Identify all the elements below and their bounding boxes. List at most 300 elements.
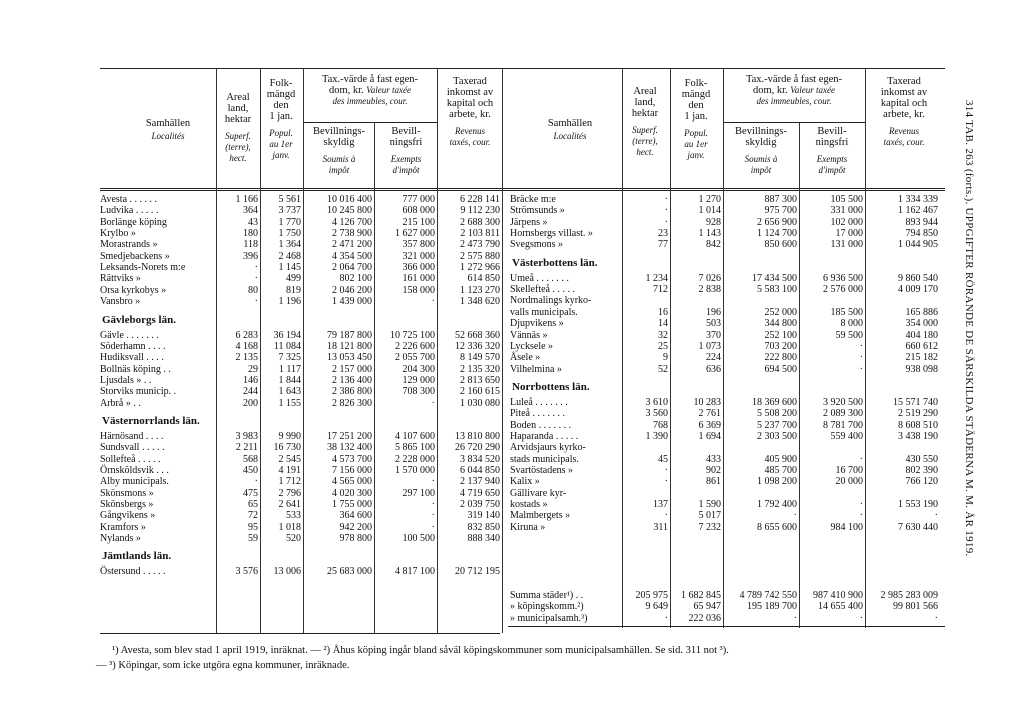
row-areal: 1 390: [645, 430, 668, 442]
header-localites-right: Localités: [553, 131, 587, 141]
row-income: 2 039 750: [460, 499, 500, 511]
row-income: 2 103 811: [460, 228, 500, 240]
header-areal-right: Areal land, hektar Superf. (terre), hect.: [631, 86, 659, 157]
row-income: 319 140: [467, 510, 500, 522]
row-taxable-value: 18 121 800: [327, 340, 372, 352]
row-exempt-value: ·: [431, 499, 435, 511]
row-name: Sollefteå . . . . .: [100, 453, 161, 465]
row-income: 893 944: [905, 216, 938, 228]
top-rule: [100, 68, 945, 69]
row-taxable-value: 252 000: [764, 306, 797, 318]
row-name: Krylbo »: [100, 228, 136, 240]
row-exempt-value: 8 000: [840, 318, 863, 330]
row-name: Svartöstadens »: [510, 465, 574, 476]
row-income: 2 160 615: [460, 386, 500, 398]
row-taxable-value: 802 100: [339, 273, 372, 285]
row-name: Lycksele »: [510, 340, 554, 352]
row-exempt-value: 5 865 100: [395, 442, 435, 454]
row-name: kostads »: [510, 499, 548, 511]
row-name: Umeå . . . . . . .: [510, 272, 569, 284]
row-income: 1 272 966: [460, 262, 500, 274]
row-name: Summa städer¹) . .: [510, 590, 584, 601]
row-income: 9 860 540: [898, 272, 938, 284]
row-name: Kramfors »: [100, 521, 146, 533]
row-income: 13 810 800: [455, 430, 500, 442]
row-population: 1 694: [698, 430, 721, 442]
row-taxable-value: 2 738 900: [332, 228, 372, 240]
header-folk-right: Folk- mängd den 1 jan. Popul. au 1er janv.: [681, 78, 711, 160]
row-exempt-value: 366 000: [402, 262, 435, 274]
row-name: Vännäs »: [510, 329, 548, 341]
row-population: 6 369: [698, 419, 721, 431]
row-exempt-value: 987 410 900: [813, 590, 863, 601]
row-name: Djupvikens »: [510, 318, 564, 330]
row-areal: 1 234: [645, 272, 668, 284]
row-exempt-value: 16 700: [835, 465, 863, 476]
row-name: Avesta . . . . . .: [100, 194, 158, 205]
section-heading: Gävleborgs län.: [102, 313, 176, 326]
row-taxable-value: 4 354 500: [332, 250, 372, 262]
row-income: 215 182: [905, 352, 938, 364]
row-taxable-value: 942 200: [339, 521, 372, 533]
row-exempt-value: 8 781 700: [823, 419, 863, 431]
tax-subheader-rule-left: [303, 122, 437, 123]
row-name: Rättviks »: [100, 273, 141, 285]
row-taxable-value: 13 053 450: [327, 352, 372, 364]
row-name: valls municipals.: [510, 306, 578, 318]
row-areal: 568: [243, 453, 258, 465]
row-population: 520: [286, 533, 301, 545]
header-areal: Areal land, hektar Superf. (terre), hect.: [224, 92, 252, 163]
row-areal: 65: [248, 499, 258, 511]
row-name: » köpingskomm.²): [510, 601, 584, 613]
row-income: ·: [934, 612, 938, 624]
row-population: 499: [286, 273, 301, 285]
row-taxable-value: 4 789 742 550: [739, 590, 797, 601]
row-exempt-value: ·: [431, 296, 435, 308]
row-areal: 1 166: [235, 194, 258, 205]
row-taxable-value: 1 124 700: [757, 228, 797, 240]
row-name: Borlänge köping: [100, 216, 167, 228]
row-population: 928: [706, 216, 721, 228]
row-areal: 396: [243, 250, 258, 262]
row-exempt-value: ·: [431, 521, 435, 533]
row-population: 533: [286, 510, 301, 522]
row-income: 2 575 880: [460, 250, 500, 262]
row-income: 7 630 440: [898, 521, 938, 533]
row-name: Malmbergets »: [510, 510, 571, 522]
row-income: 99 801 566: [893, 601, 938, 613]
row-areal: 77: [658, 239, 668, 251]
row-name: Gävle . . . . . . .: [100, 329, 159, 341]
header-bevill-right: Bevillnings- skyldig Soumis à impôt: [735, 126, 787, 175]
row-population: 1 014: [698, 205, 721, 217]
row-exempt-value: ·: [859, 352, 863, 364]
row-population: 16 730: [273, 442, 301, 454]
row-exempt-value: 2 228 000: [395, 453, 435, 465]
row-taxable-value: 1 792 400: [757, 499, 797, 511]
row-population: 370: [706, 329, 721, 341]
row-population: 636: [706, 363, 721, 375]
row-areal: 118: [243, 239, 258, 251]
row-income: 938 098: [905, 363, 938, 375]
footnote-1: ¹) Avesta, som blev stad 1 april 1919, inräknat. — ²) Åhus köping ingår bland såväl köpingskommuner som municipalsamhällen. Se sid. 311 not ³).: [112, 645, 729, 656]
row-name: Kalix »: [510, 476, 540, 488]
row-areal: 29: [248, 363, 258, 375]
row-areal: 2 135: [235, 352, 258, 364]
row-areal: 475: [243, 487, 258, 499]
row-population: 503: [706, 318, 721, 330]
row-name: Haparanda . . . . .: [510, 430, 579, 442]
row-name: Alby municipals.: [100, 476, 169, 488]
row-population: 902: [706, 465, 721, 476]
row-population: 1 682 845: [681, 590, 721, 601]
row-areal: 9: [663, 352, 668, 364]
row-name: Hudiksvall . . . .: [100, 352, 164, 364]
row-exempt-value: ·: [859, 612, 863, 624]
row-exempt-value: 10 725 100: [390, 329, 435, 341]
row-income: 1 348 620: [460, 296, 500, 308]
row-exempt-value: 2 576 000: [823, 284, 863, 296]
footnote-2: — ³) Köpingar, som icke utgöra egna kommuner, inräknade.: [96, 660, 350, 671]
row-population: 4 191: [278, 465, 301, 476]
row-areal: 180: [243, 228, 258, 240]
row-exempt-value: 4 107 600: [395, 430, 435, 442]
row-name: Kiruna »: [510, 521, 546, 533]
row-exempt-value: 20 000: [835, 476, 863, 488]
row-income: 404 180: [905, 329, 938, 341]
row-income: 1 334 339: [898, 194, 938, 205]
row-areal: ·: [254, 476, 258, 488]
row-population: 1 364: [278, 239, 301, 251]
row-income: 12 336 320: [455, 340, 500, 352]
row-income: 1 553 190: [898, 499, 938, 511]
row-name: Morastrands »: [100, 239, 158, 251]
row-areal: ·: [664, 216, 668, 228]
row-exempt-value: 6 936 500: [823, 272, 863, 284]
row-exempt-value: 3 920 500: [823, 396, 863, 408]
row-population: 7 232: [698, 521, 721, 533]
row-exempt-value: 105 500: [830, 194, 863, 205]
row-areal: ·: [664, 205, 668, 217]
row-name: Bräcke m:e: [510, 194, 556, 205]
row-areal: 3 576: [235, 566, 258, 578]
row-exempt-value: 129 000: [402, 374, 435, 386]
row-name: » municipalsamh.³): [510, 612, 588, 624]
row-areal: 3 560: [645, 408, 668, 420]
row-name: stads municipals.: [510, 453, 579, 465]
row-name: Smedjebackens »: [100, 250, 170, 262]
row-name: Storviks municip. .: [100, 386, 177, 398]
section-heading: Västerbottens län.: [512, 256, 598, 269]
row-population: 10 283: [693, 396, 721, 408]
row-income: 15 571 740: [893, 396, 938, 408]
row-areal: 450: [243, 465, 258, 476]
row-taxable-value: 18 369 600: [752, 396, 797, 408]
row-income: 8 608 510: [898, 419, 938, 431]
row-population: 819: [286, 284, 301, 296]
row-areal: 200: [243, 397, 258, 409]
row-areal: 32: [658, 329, 668, 341]
row-name: Strömsunds »: [510, 205, 565, 217]
row-taxable-value: 17 434 500: [752, 272, 797, 284]
row-areal: 137: [653, 499, 668, 511]
header-fri: Bevill- ningsfri Exempts d'impôt: [389, 126, 423, 175]
row-name: Nordmalings kyrko-: [510, 295, 592, 307]
bottom-rule-left: [100, 633, 500, 634]
row-exempt-value: 357 800: [402, 239, 435, 251]
row-name: Östersund . . . . .: [100, 566, 166, 578]
row-taxable-value: 485 700: [764, 465, 797, 476]
row-exempt-value: ·: [431, 476, 435, 488]
row-taxable-value: 2 064 700: [332, 262, 372, 274]
row-population: 861: [706, 476, 721, 488]
row-areal: 311: [653, 521, 668, 533]
row-taxable-value: 1 755 000: [332, 499, 372, 511]
row-areal: 14: [658, 318, 668, 330]
row-income: 1 123 270: [460, 284, 500, 296]
row-population: 1 117: [278, 363, 301, 375]
row-population: 1 073: [698, 340, 721, 352]
row-exempt-value: 59 500: [835, 329, 863, 341]
row-population: 2 468: [278, 250, 301, 262]
row-income: 2 519 290: [898, 408, 938, 420]
row-income: 1 044 905: [898, 239, 938, 251]
row-population: 1 750: [278, 228, 301, 240]
row-income: 6 228 141: [460, 194, 500, 205]
row-areal: 9 649: [645, 601, 668, 613]
row-taxable-value: 5 237 700: [757, 419, 797, 431]
row-exempt-value: ·: [431, 510, 435, 522]
row-population: 1 155: [278, 397, 301, 409]
row-population: 65 947: [693, 601, 721, 613]
row-name: Orsa kyrkobys »: [100, 284, 167, 296]
section-heading: Norrbottens län.: [512, 380, 590, 393]
row-taxable-value: 2 471 200: [332, 239, 372, 251]
row-exempt-value: 131 000: [830, 239, 863, 251]
row-name: Vilhelmina »: [510, 363, 562, 375]
row-income: 1 030 080: [460, 397, 500, 409]
row-income: ·: [934, 510, 938, 522]
row-income: 6 044 850: [460, 465, 500, 476]
row-taxable-value: 10 245 800: [327, 205, 372, 217]
row-name: Härnösand . . . .: [100, 430, 164, 442]
row-taxable-value: 2 303 500: [757, 430, 797, 442]
col-divider: [502, 68, 503, 633]
header-tax: Tax.-värde å fast egen- dom, kr. Valeur taxée des immeubles, cour.: [321, 74, 419, 106]
row-population: 2 796: [278, 487, 301, 499]
header-bevill: Bevillnings- skyldig Soumis à impôt: [313, 126, 365, 175]
header-samhallen-right: Samhällen: [547, 118, 593, 129]
row-taxable-value: 703 200: [764, 340, 797, 352]
row-taxable-value: 17 251 200: [327, 430, 372, 442]
row-name: Leksands-Norets m:e: [100, 262, 186, 274]
row-income: 9 112 230: [460, 205, 500, 217]
row-population: 1 590: [698, 499, 721, 511]
row-income: 832 850: [467, 521, 500, 533]
row-exempt-value: ·: [859, 510, 863, 522]
row-areal: ·: [254, 273, 258, 285]
header-ink: Taxerad inkomst av kapital och arbete, kr. Revenus taxés, cour.: [446, 76, 494, 147]
row-areal: 16: [658, 306, 668, 318]
header-rule-2: [100, 190, 945, 191]
header-ink-right: Taxerad inkomst av kapital och arbete, kr. Revenus taxés, cour.: [880, 76, 928, 147]
row-income: 2 137 940: [460, 476, 500, 488]
row-income: 888 340: [467, 533, 500, 545]
row-taxable-value: 38 132 400: [327, 442, 372, 454]
row-income: 2 688 300: [460, 216, 500, 228]
row-exempt-value: 777 000: [402, 194, 435, 205]
row-taxable-value: 79 187 800: [327, 329, 372, 341]
row-areal: 146: [243, 374, 258, 386]
row-taxable-value: 405 900: [764, 453, 797, 465]
row-taxable-value: 2 386 800: [332, 386, 372, 398]
row-income: 3 438 190: [898, 430, 938, 442]
row-population: 7 026: [698, 272, 721, 284]
row-taxable-value: 887 300: [764, 194, 797, 205]
row-income: 20 712 195: [455, 566, 500, 578]
row-taxable-value: 2 046 200: [332, 284, 372, 296]
row-population: 433: [706, 453, 721, 465]
row-name: Piteå . . . . . . .: [510, 408, 565, 420]
row-income: 165 886: [905, 306, 938, 318]
section-heading: Västernorrlands län.: [102, 414, 200, 427]
row-income: 4 009 170: [898, 284, 938, 296]
row-areal: 52: [658, 363, 668, 375]
row-population: 2 838: [698, 284, 721, 296]
row-income: 2 135 320: [460, 363, 500, 375]
row-taxable-value: 8 655 600: [757, 521, 797, 533]
row-exempt-value: 2 226 600: [395, 340, 435, 352]
row-population: 2 761: [698, 408, 721, 420]
row-exempt-value: 297 100: [402, 487, 435, 499]
row-areal: 95: [248, 521, 258, 533]
row-exempt-value: 158 000: [402, 284, 435, 296]
row-taxable-value: 694 500: [764, 363, 797, 375]
row-taxable-value: 7 156 000: [332, 465, 372, 476]
row-exempt-value: 215 100: [402, 216, 435, 228]
row-population: 1 712: [278, 476, 301, 488]
row-taxable-value: 4 573 700: [332, 453, 372, 465]
row-taxable-value: 195 189 700: [747, 601, 797, 613]
row-exempt-value: ·: [859, 340, 863, 352]
row-areal: 25: [658, 340, 668, 352]
row-areal: 43: [248, 216, 258, 228]
row-name: Hornsbergs villast. »: [510, 228, 593, 240]
row-population: 1 844: [278, 374, 301, 386]
row-areal: 80: [248, 284, 258, 296]
row-name: Arvidsjaurs kyrko-: [510, 442, 586, 454]
row-exempt-value: ·: [859, 363, 863, 375]
row-areal: ·: [664, 194, 668, 205]
row-exempt-value: 17 000: [835, 228, 863, 240]
row-taxable-value: 4 020 300: [332, 487, 372, 499]
row-exempt-value: 559 400: [830, 430, 863, 442]
row-areal: 3 610: [645, 396, 668, 408]
row-exempt-value: ·: [859, 499, 863, 511]
header-tax-right: Tax.-värde å fast egen- dom, kr. Valeur taxée des immeubles, cour.: [745, 74, 843, 106]
row-taxable-value: ·: [793, 612, 797, 624]
row-population: 7 325: [278, 352, 301, 364]
row-taxable-value: 364 600: [339, 510, 372, 522]
row-population: 3 737: [278, 205, 301, 217]
row-exempt-value: ·: [431, 397, 435, 409]
row-taxable-value: 2 136 400: [332, 374, 372, 386]
row-exempt-value: 1 627 000: [395, 228, 435, 240]
tax-subheader-rule-right: [723, 122, 865, 123]
side-title: 314 TAB. 263 (forts.). UPPGIFTER RÖRANDE DE SÄRSKILDA STÄDERNA M. M. ÅR 1919.: [963, 100, 975, 557]
row-exempt-value: 185 500: [830, 306, 863, 318]
row-taxable-value: 25 683 000: [327, 566, 372, 578]
row-exempt-value: 331 000: [830, 205, 863, 217]
header-rule: [100, 188, 945, 189]
row-taxable-value: 2 157 000: [332, 363, 372, 375]
row-population: 2 545: [278, 453, 301, 465]
row-population: 5 561: [278, 194, 301, 205]
row-taxable-value: 2 826 300: [332, 397, 372, 409]
row-exempt-value: 708 300: [402, 386, 435, 398]
row-income: 794 850: [905, 228, 938, 240]
section-heading: Jämtlands län.: [102, 550, 172, 563]
row-exempt-value: 984 100: [830, 521, 863, 533]
row-areal: 205 975: [635, 590, 668, 601]
row-income: 2 985 283 009: [880, 590, 938, 601]
header-localites: Localités: [151, 131, 185, 141]
row-population: 1 196: [278, 296, 301, 308]
row-population: 1 143: [698, 228, 721, 240]
row-exempt-value: 100 500: [402, 533, 435, 545]
row-areal: 244: [243, 386, 258, 398]
row-taxable-value: 344 800: [764, 318, 797, 330]
row-exempt-value: 204 300: [402, 363, 435, 375]
row-income: 660 612: [905, 340, 938, 352]
row-income: 766 120: [905, 476, 938, 488]
row-income: 52 668 360: [455, 329, 500, 341]
row-exempt-value: 161 000: [402, 273, 435, 285]
row-areal: 59: [248, 533, 258, 545]
row-population: 1 145: [278, 262, 301, 274]
row-exempt-value: 2 055 700: [395, 352, 435, 364]
row-income: 430 550: [905, 453, 938, 465]
row-exempt-value: 4 817 100: [395, 566, 435, 578]
row-population: 2 641: [278, 499, 301, 511]
row-exempt-value: ·: [859, 453, 863, 465]
row-name: Skönsbergs »: [100, 499, 154, 511]
row-name: Söderhamn . . . .: [100, 340, 166, 352]
row-areal: 712: [653, 284, 668, 296]
row-areal: 72: [248, 510, 258, 522]
row-name: Gällivare kyr-: [510, 487, 567, 499]
row-taxable-value: 10 016 400: [327, 194, 372, 205]
row-taxable-value: 5 583 100: [757, 284, 797, 296]
row-areal: 364: [243, 205, 258, 217]
row-income: 8 149 570: [460, 352, 500, 364]
row-name: Örnsköldsvik . . .: [100, 465, 169, 476]
row-name: Järpens »: [510, 216, 548, 228]
row-name: Nylands »: [100, 533, 141, 545]
row-name: Bollnäs köping . .: [100, 363, 171, 375]
row-income: 2 473 790: [460, 239, 500, 251]
row-population: 224: [706, 352, 721, 364]
row-name: Svegsmons »: [510, 239, 564, 251]
row-taxable-value: 252 100: [764, 329, 797, 341]
row-taxable-value: 975 700: [764, 205, 797, 217]
row-income: 1 162 467: [898, 205, 938, 217]
row-population: 1 643: [278, 386, 301, 398]
row-population: 196: [706, 306, 721, 318]
row-taxable-value: ·: [793, 510, 797, 522]
row-areal: 768: [653, 419, 668, 431]
